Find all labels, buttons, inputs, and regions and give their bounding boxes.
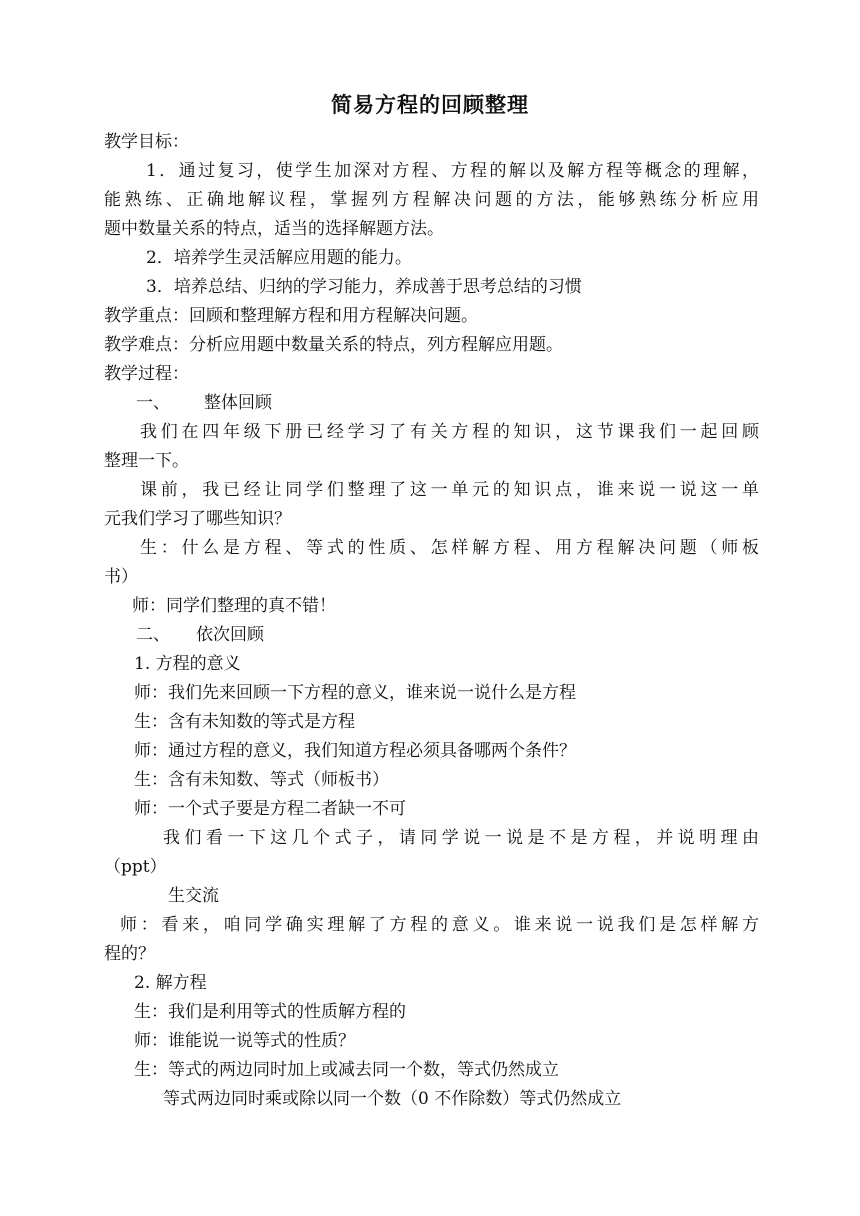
paragraph-line: （ppt） — [104, 857, 167, 877]
paragraph-line: 师：同学们整理的真不错！ — [132, 596, 336, 616]
section-number: 一、 — [136, 393, 170, 413]
paragraph-line: 教学难点：分析应用题中数量关系的特点，列方程解应用题。 — [104, 335, 563, 355]
paragraph-line: 生：含有未知数、等式（师板书） — [134, 770, 389, 790]
paragraph-line: 生：我们是利用等式的性质解方程的 — [134, 1002, 406, 1022]
section-title: 整体回顾 — [204, 393, 272, 413]
subheading: 2. 解方程 — [134, 973, 207, 993]
paragraph-line: 教学重点：回顾和整理解方程和用方程解决问题。 — [104, 306, 478, 326]
paragraph-line: 我们看一下这几个式子，请同学说一说是不是方程，并说明理由 — [163, 828, 759, 848]
paragraph-line: 题中数量关系的特点，适当的选择解题方法。 — [104, 219, 444, 239]
paragraph-line: 师：谁能说一说等式的性质？ — [134, 1031, 355, 1051]
paragraph-line: 2．培养学生灵活解应用题的能力。 — [146, 248, 412, 268]
paragraph-line: 课前，我已经让同学们整理了这一单元的知识点，谁来说一说这一单 — [140, 480, 759, 500]
paragraph-line: 整理一下。 — [104, 451, 189, 471]
paragraph-line: 教学目标： — [104, 132, 189, 152]
paragraph-line: 书） — [104, 567, 138, 587]
section-number: 二、 — [136, 625, 170, 645]
subheading: 1. 方程的意义 — [134, 654, 241, 674]
paragraph-line: 生：等式的两边同时加上或减去同一个数，等式仍然成立 — [134, 1060, 559, 1080]
paragraph-line: 程的？ — [104, 944, 155, 964]
paragraph-line: 生交流 — [168, 886, 219, 906]
paragraph-line: 我们在四年级下册已经学习了有关方程的知识，这节课我们一起回顾 — [140, 422, 759, 442]
paragraph-line: 师：通过方程的意义，我们知道方程必须具备哪两个条件？ — [134, 741, 576, 761]
paragraph-line: 3．培养总结、归纳的学习能力，养成善于思考总结的习惯 — [146, 277, 582, 297]
paragraph-line: 师：一个式子要是方程二者缺一不可 — [134, 799, 406, 819]
paragraph-line: 能熟练、正确地解议程，掌握列方程解决问题的方法，能够熟练分析应用 — [104, 190, 759, 210]
paragraph-line: 教学过程： — [104, 364, 189, 384]
paragraph-line: 师：看来，咱同学确实理解了方程的意义。谁来说一说我们是怎样解方 — [120, 915, 759, 935]
paragraph-line: 生：什么是方程、等式的性质、怎样解方程、用方程解决问题（师板 — [140, 538, 759, 558]
paragraph-line: 师：我们先来回顾一下方程的意义，谁来说一说什么是方程 — [134, 683, 576, 703]
paragraph-line: 生：含有未知数的等式是方程 — [134, 712, 355, 732]
document-title: 简易方程的回顾整理 — [331, 93, 529, 117]
paragraph-line: 1．通过复习，使学生加深对方程、方程的解以及解方程等概念的理解， — [146, 161, 759, 181]
document-body — [104, 128, 759, 1114]
paragraph-line: 等式两边同时乘或除以同一个数（0 不作除数）等式仍然成立 — [163, 1089, 622, 1109]
section-heading — [104, 389, 759, 418]
section-title: 依次回顾 — [196, 625, 264, 645]
paragraph-line: 元我们学习了哪些知识？ — [104, 509, 291, 529]
section-heading — [104, 621, 759, 650]
